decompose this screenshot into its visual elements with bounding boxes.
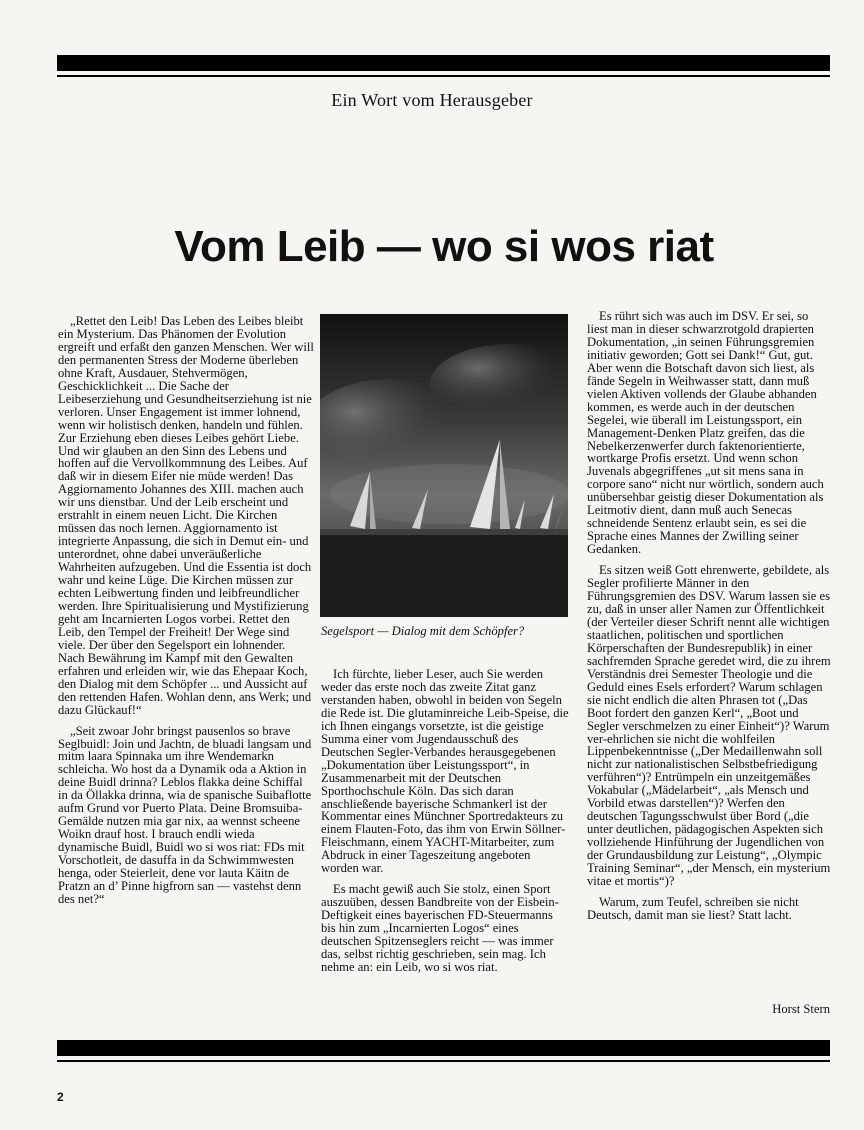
sailing-photo	[320, 314, 568, 617]
photo-caption: Segelsport — Dialog mit dem Schöpfer?	[321, 624, 525, 638]
page-number: 2	[57, 1090, 64, 1104]
author-signature: Horst Stern	[772, 1002, 830, 1016]
paragraph: „Seit zwoar Johr bringst pausenlos so brave Seglbuidl: Join und Jachtn, de bluadi langsam und mitm laara Spinnaka um ihre Wendemarkn schleicha. Wo host da a Dynamik oda a Aktion in deine Buidl drinna? Leblos flakka deine Schiffal in da Öllakka drinna, wia de spanische Suibaflotte aufm Grund vor Puerto Plata. Deine Bromsuiba-Gemälde nutzen mia gar nix, aa wennst scheene Woikn drauf host. I brauch endli wieda dynamische Buidl, Buidl wo si wos riat: FDs mit Vorschotleit, de dasuffa in da Schwimmwesten henga, oder Steierleit, dene vor lauta Käitn de Pratzn an d’ Pinne higfrorn san — vastehst denn des net?“	[58, 723, 312, 906]
top-rule	[57, 55, 830, 71]
bottom-rule	[57, 1040, 830, 1056]
article-column-1	[58, 315, 314, 906]
paragraph: Es sitzen weiß Gott ehrenwerte, gebildete, als Segler profilierte Männer in den Führungsgremien des DSV. Warum lassen sie es zu, daß in unser aller Namen zur Öffentlichkeit (der Verteiler dieser Schrift nennt alle wichtigen staatlichen, politischen und sportlichen Körperschaften der Bundesrepublik) in einer sachfremden Sprache geredet wird, die zu ihrem Verständnis drei Semester Theologie und die Geduld eines Esels erfordert? Warum schlagen sie nicht endlich die alten Phrasen tot („Das Boot fordert den ganzen Kerl“, „Boot und Segler verschmelzen zu einer Einheit“)? Warum ver-ehrlichen sie nicht die wohlfeilen Lippenbekenntnisse („Der Medaillenwahn soll nicht zur nationalistischen Selbstbefriedigung verführen“)? Entrümpeln ein unzeitgemäßes Vokabular („Mädelarbeit“, „als Mensch und Vorbild etwas darstellen“)? Werfen den deutschen Tagungsschwulst über Bord („die unter deutlichen, pädagogischen Aspekten sich vollziehende Hinführung der Jugendlichen von der Grundausbildung zur Leistung“, „Olympic Training Seminar“, „der Mensch, ein mysterium vitae et mortis“)?	[587, 563, 831, 888]
paragraph: Ich fürchte, lieber Leser, auch Sie werden weder das erste noch das zweite Zitat ganz verstanden haben, obwohl in beiden von Segeln die Rede ist. Die glutaminreiche Leib-Speise, die ich Ihnen eingangs vorsetzte, ist die geistige Summa einer vom Jugendausschuß des Deutschen Segler-Verbandes herausgegebenen „Dokumentation über Leistungssport“, in Zusammenarbeit mit der Deutschen Sporthochschule Köln. Das sich daran anschließende bayerische Schmankerl ist der Kommentar eines Münchner Sportredakteurs zu einem Flauten-Foto, das ihm von Erwin Söllner-Fleischmann, einem YACHT-Mitarbeiter, zum Abdruck in einer Tageszeitung angeboten worden war.	[321, 667, 569, 876]
article-column-3	[587, 310, 831, 922]
section-kicker: Ein Wort vom Herausgeber	[331, 90, 533, 110]
page-title: Vom Leib — wo si wos riat	[174, 222, 714, 271]
article-column-2	[321, 668, 569, 974]
bottom-thin-rule	[57, 1060, 830, 1062]
top-thin-rule	[57, 75, 830, 77]
paragraph: Es rührt sich was auch im DSV. Er sei, so liest man in dieser schwarzrotgold drapierten Dokumentation, „in seinen Führungsgremien initiativ geworden; Gott sei Dank!“ Gut, gut. Aber wenn die Botschaft davon sich liest, als fände Segeln in Weihwasser statt, dann muß vielen Aktiven vollends der Glaube abhanden kommen, es werde auch in der deutschen Segelei, wie überall im Leistungssport, ein Management-Denken Platz greifen, das die Nebelkerzenwerfer durch faktenorientierte, wortkarge Profis ersetzt. Und wenn schon Juvenals abgegriffenes „ut sit mens sana in corpore sano“ nicht nur wörtlich, sondern auch unübersehbar geistig dieser Dokumentation als Leitmotiv dient, dann muß auch Senecas schneidende Sentenz erlaubt sein, es sei die Sprache eines Mannes der Zwilling seiner Gedanken.	[587, 309, 824, 557]
paragraph: Es macht gewiß auch Sie stolz, einen Sport auszuüben, dessen Bandbreite von der Eisbein-Deftigkeit eines bayerischen FD-Steuermanns bis hin zum „Incarnierten Logos“ eines deutschen Spitzenseglers reicht — was immer das, selbst richtig geschrieben, sein mag. Ich nehme an: ein Leib, wo si wos riat.	[321, 882, 559, 974]
paragraph: „Rettet den Leib! Das Leben des Leibes bleibt ein Mysterium. Das Phänomen der Evolution ergreift und erfaßt den ganzen Menschen. Wer will den permanenten Stress der Moderne überleben ohne Kraft, Ausdauer, Stehvermögen, Geschicklichkeit ... Die Sache der Leibeserziehung und Gesundheitserziehung ist nie verloren. Unser Engagement ist immer lohnend, wenn wir holistisch denken, handeln und fühlen. Zur Erziehung eben dieses Leibes gehört Liebe. Und wir glauben an den Sinn des Lebens und hoffen auf die Vervollkommnung des Leibes. Auf daß wir in diesem Eifer nie müde werden! Das Aggiornamento Johannes des XIII. machen auch wir uns dienstbar. Und der Leib erscheint und erstrahlt in einem neuen Licht. Die Kirchen müssen das noch lernen. Aggiornamento ist integrierte Anpassung, die sich in Demut ein- und unterordnet, ohne dabei unveräußerliche Wahrheiten aufzugeben. Und die Essentia ist doch wahr und keine Lüge. Die Kirchen müssen zur echten Leibwertung finden und leibfreundlicher werden. Ihre Spiritualisierung und Mystifizierung geht am Incarnierten Logos vorbei. Rettet den Leib, den Tempel der Freiheit! Der Wege sind viele. Der über den Segelsport ein lohnender. Nach Bewährung im Kampf mit den Gewalten erfahren und erleiden wir, wie das Ehepaar Koch, den Dialog mit dem Schöpfer ... und Aussicht auf den rettenden Hafen. Wohlan denn, ans Werk; und dazu Glückauf!“	[58, 314, 314, 717]
paragraph: Warum, zum Teufel, schreiben sie nicht Deutsch, damit man sie liest? Statt lacht.	[587, 894, 799, 922]
